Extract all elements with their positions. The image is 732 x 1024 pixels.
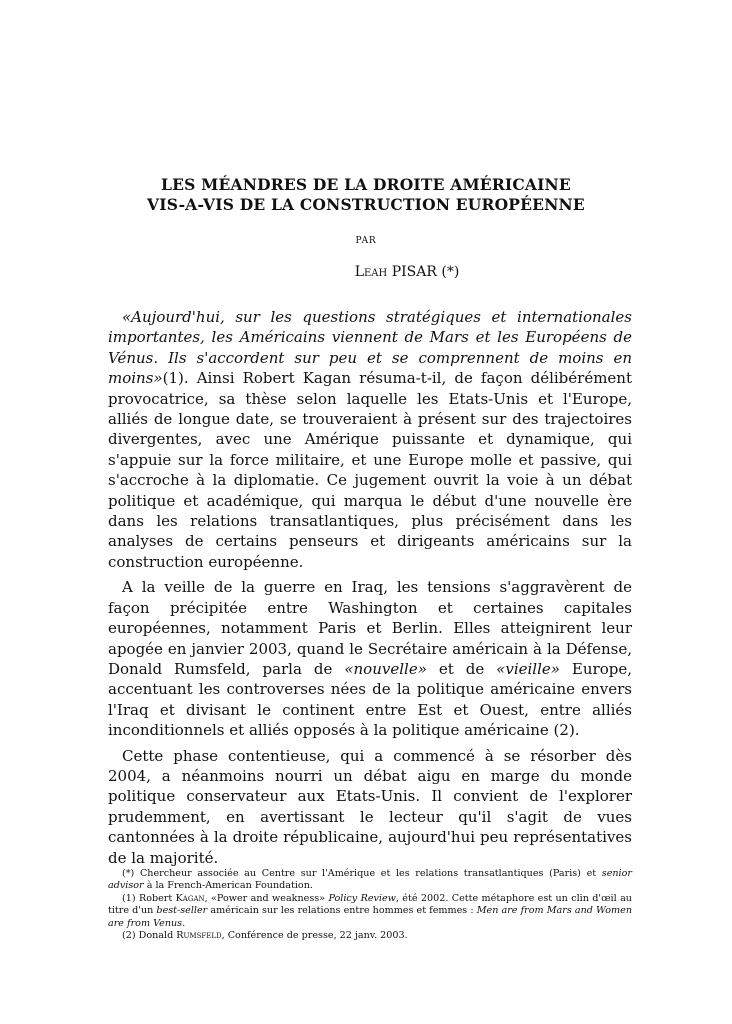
vieille-term: «vieille» xyxy=(496,659,560,678)
footnote-text: Donald xyxy=(135,930,177,942)
footnote-mark: (1) xyxy=(122,892,136,904)
footnote-1 xyxy=(108,893,632,930)
footnote-emphasis: best-seller xyxy=(156,905,208,917)
byline-par: PAR xyxy=(355,236,377,246)
footnote-emphasis: Men are from Mars and Women are from Venus xyxy=(108,905,632,929)
footnote-text: , été 2002. Cette métaphore est un clin d'œil au titre d'un xyxy=(108,892,632,917)
paragraph-1 xyxy=(108,307,632,572)
footnote-text: Chercheur associée au Centre sur l'Amérique et les relations transatlantiques (Paris) et xyxy=(134,868,602,879)
paragraph-2-text-c: Europe, accentuant les controverses nées de la politique américaine envers l'Iraq et divisant le continent entre Est et Ouest, entre alliés inconditionnels et alliés opposés à la politique américaine (2). xyxy=(108,659,632,740)
footnote-mark: (2) xyxy=(122,930,136,942)
footnote-text: Robert xyxy=(135,892,176,904)
footnote-emphasis: Policy Review xyxy=(328,892,396,904)
footnote-author-name: Rumsfeld xyxy=(176,930,222,942)
paragraph-1-text: Ainsi Robert Kagan résuma-t-il, de façon délibérément provocatrice, sa thèse selon laquelle les Etats-Unis et l'Europe, alliés de longue date, se trouveraient à présent sur des trajectoires divergentes, avec une Amérique puissante et dynamique, qui s'appuie sur la force militaire, et une Europe molle et passive, qui s'accroche à la diplomatie. Ce jugement ouvrit la voie à un débat politique et académique, qui marqua le début d'une nouvelle ère dans les relations transatlantiques, plus précisément dans les analyses de certains penseurs et dirigeants américains sur la construction européenne. xyxy=(108,369,632,571)
author-note-mark: (*) xyxy=(441,264,460,280)
author-line xyxy=(0,263,732,281)
article-body xyxy=(108,307,632,873)
article-title xyxy=(100,175,632,215)
title-line-1: LES MÉANDRES DE LA DROITE AMÉRICAINE xyxy=(161,175,571,194)
footnote-text: . xyxy=(182,917,186,929)
footnote-2 xyxy=(108,930,632,942)
paragraph-3: Cette phase contentieuse, qui a commencé à se résorber dès 2004, a néanmoins nourri un débat aigu en marge du monde politique conservateur aux Etats-Unis. Il convient de l'explorer prudemment, en avertissant le lecteur qu'il s'agit de vues cantonnées à la droite républicaine, aujourd'hui peu représentatives de la majorité. xyxy=(108,746,632,867)
paragraph-2-text-b: et de xyxy=(426,659,497,678)
footnote-author xyxy=(108,868,632,893)
paragraph-2 xyxy=(108,577,632,740)
nouvelle-term: «nouvelle» xyxy=(344,659,427,678)
footnote-text: à la French-American Foundation. xyxy=(143,880,313,892)
footnote-author-name: Kagan xyxy=(175,892,205,904)
author-last-name: PISAR xyxy=(391,264,437,280)
kagan-quote: «Aujourd'hui, sur les questions stratégiques et internationales importantes, les Américains viennent de Mars et les Européens de Vénus. Ils s'accordent sur peu et se comprennent de moins en moins» xyxy=(108,308,632,388)
footnote-mark: (*) xyxy=(122,868,135,879)
title-line-2: VIS-A-VIS DE LA CONSTRUCTION EUROPÉENNE xyxy=(147,195,585,214)
footnote-emphasis: senior advisor xyxy=(108,868,632,892)
footnote-ref-1: (1). xyxy=(162,369,189,388)
footnote-text: , «Power and weakness» xyxy=(204,892,329,904)
author-first-name: Leah xyxy=(354,264,388,280)
footnote-text: américain sur les relations entre hommes et femmes : xyxy=(207,905,477,917)
footnotes xyxy=(108,868,632,942)
paragraph-2-text-a: A la veille de la guerre en Iraq, les tensions s'aggravèrent de façon précipitée entre Washington et certaines capitales européennes, notamment Paris et Berlin. Elles atteignirent leur apogée en janvier 2003, quand le Secrétaire américain à la Défense, Donald Rumsfeld, parla de xyxy=(108,578,632,678)
footnote-text: , Conférence de presse, 22 janv. 2003. xyxy=(221,930,408,942)
